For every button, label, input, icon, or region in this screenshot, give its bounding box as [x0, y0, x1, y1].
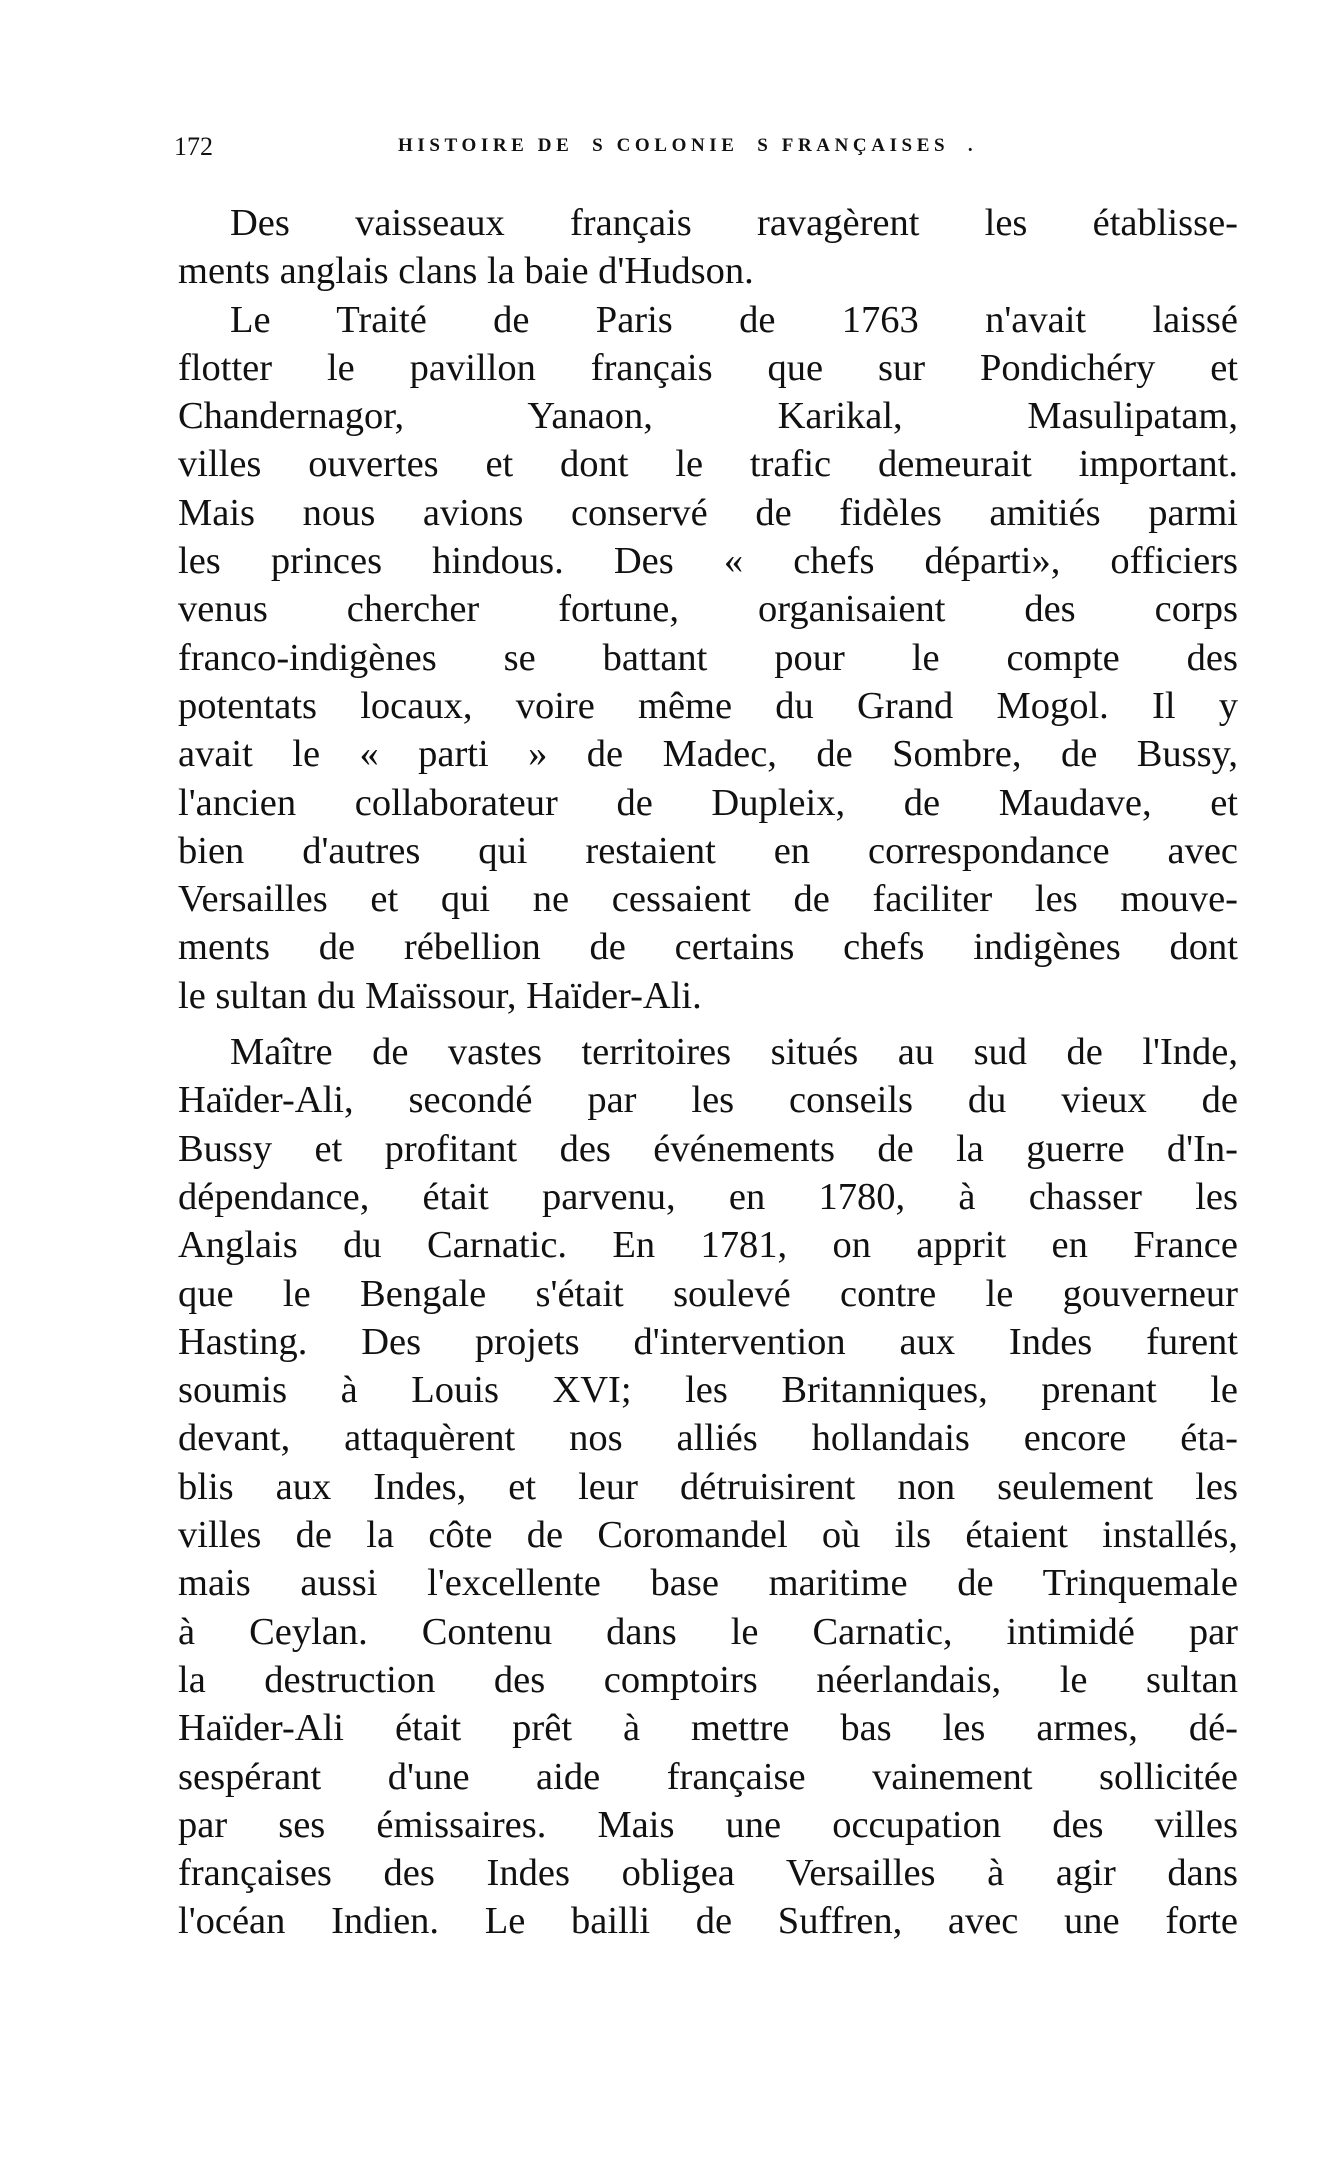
text-line: potentats locaux, voire même du Grand Mogol. Il y: [178, 684, 1238, 727]
text-line: Haïder-Ali était prêt à mettre bas les armes, dé-: [178, 1707, 1238, 1750]
text-line: franco-indigènes se battant pour le compte des: [178, 636, 1238, 679]
text-line: les princes hindous. Des « chefs départi», officiers: [178, 540, 1238, 583]
paragraph-gap: [178, 1020, 1238, 1028]
running-head: [174, 128, 1054, 168]
text-line: Maître de vastes territoires situés au sud de l'Inde,: [230, 1031, 1238, 1074]
text-line: la destruction des comptoirs néerlandais, le sultan: [178, 1658, 1238, 1701]
text-line: blis aux Indes, et leur détruisirent non seulement les: [178, 1465, 1238, 1508]
text-line: françaises des Indes obligea Versailles à agir dans: [178, 1852, 1238, 1895]
text-line: par ses émissaires. Mais une occupation des villes: [178, 1803, 1238, 1846]
text-line: soumis à Louis XVI; les Britanniques, prenant le: [178, 1369, 1238, 1412]
text-line: Mais nous avions conservé de fidèles amitiés parmi: [178, 491, 1238, 534]
text-line: sespérant d'une aide française vainement sollicitée: [178, 1755, 1238, 1798]
text-line: l'océan Indien. Le bailli de Suffren, avec une forte: [178, 1900, 1238, 1943]
page-number: 172: [174, 132, 213, 161]
text-line: ments de rébellion de certains chefs indigènes dont: [178, 926, 1238, 969]
text-line: bien d'autres qui restaient en correspondance avec: [178, 829, 1238, 872]
body-text: [178, 199, 1238, 1946]
text-line: le sultan du Maïssour, Haïder-Ali.: [178, 974, 702, 1017]
text-line: avait le « parti » de Madec, de Sombre, de Bussy,: [178, 733, 1238, 776]
running-title: HISTOIRE DE S COLONIE S FRANÇAISES .: [398, 135, 978, 156]
text-line: flotter le pavillon français que sur Pondichéry et: [178, 346, 1238, 389]
text-line: Chandernagor, Yanaon, Karikal, Masulipatam,: [178, 395, 1238, 438]
text-line: villes ouvertes et dont le trafic demeurait important.: [178, 443, 1238, 486]
text-line: mais aussi l'excellente base maritime de Trinquemale: [178, 1562, 1238, 1605]
text-line: Le Traité de Paris de 1763 n'avait laissé: [230, 298, 1238, 341]
text-line: Versailles et qui ne cessaient de faciliter les mouve-: [178, 878, 1238, 921]
text-line: ments anglais clans la baie d'Hudson.: [178, 250, 754, 293]
text-line: à Ceylan. Contenu dans le Carnatic, intimidé par: [178, 1610, 1238, 1653]
text-line: venus chercher fortune, organisaient des corps: [178, 588, 1238, 631]
text-line: Hasting. Des projets d'intervention aux Indes furent: [178, 1320, 1238, 1363]
text-line: l'ancien collaborateur de Dupleix, de Maudave, et: [178, 781, 1238, 824]
text-line: Haïder-Ali, secondé par les conseils du vieux de: [178, 1079, 1238, 1122]
text-line: Des vaisseaux français ravagèrent les établisse-: [230, 202, 1238, 244]
text-line: Bussy et profitant des événements de la guerre d'In-: [178, 1127, 1238, 1170]
text-line: que le Bengale s'était soulevé contre le gouverneur: [178, 1272, 1238, 1315]
text-line: dépendance, était parvenu, en 1780, à chasser les: [178, 1175, 1238, 1218]
text-line: villes de la côte de Coromandel où ils étaient installés,: [178, 1514, 1238, 1557]
text-line: Anglais du Carnatic. En 1781, on apprit en France: [178, 1224, 1238, 1267]
text-line: devant, attaquèrent nos alliés hollandais encore éta-: [178, 1417, 1238, 1460]
